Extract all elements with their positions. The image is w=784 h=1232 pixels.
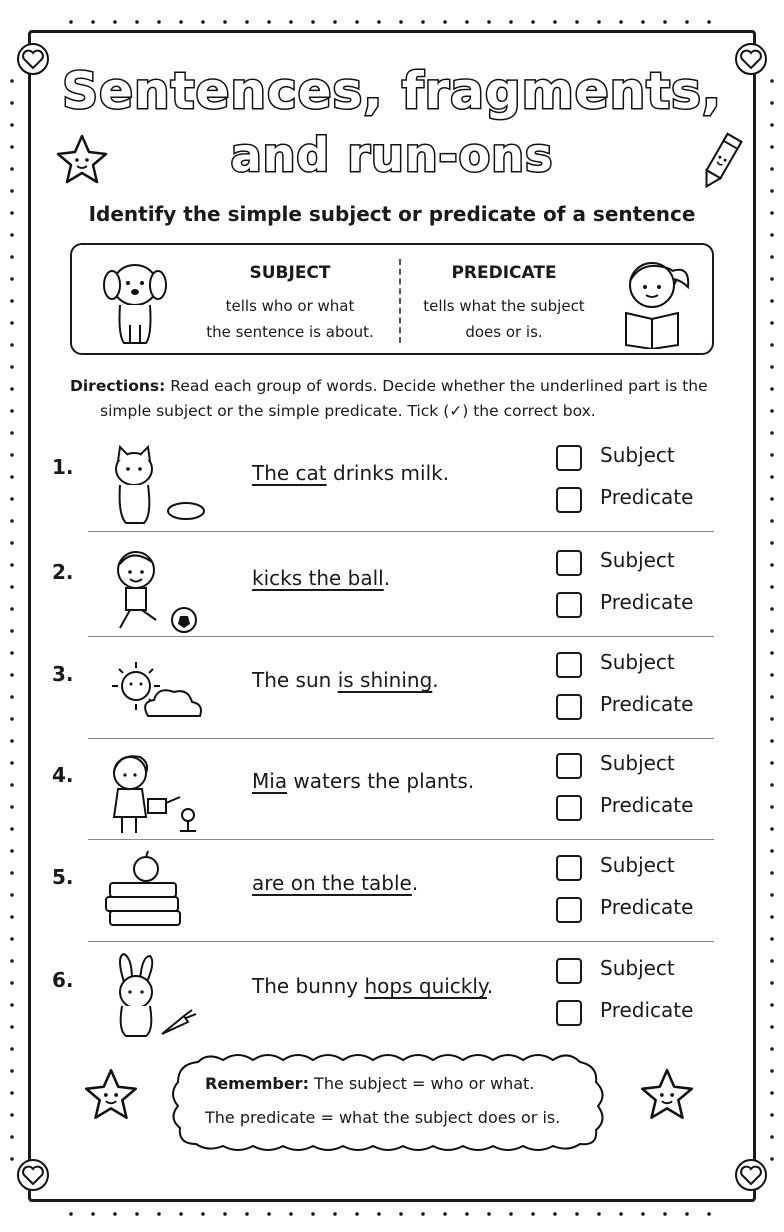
puppy-icon [90, 255, 180, 347]
page-title-line2: and run-ons [230, 128, 554, 182]
subject-option-label: Subject [600, 853, 675, 877]
remember-cloud [168, 1052, 608, 1152]
dotted-border-bottom [60, 1210, 724, 1218]
predicate-option-label: Predicate [600, 895, 694, 919]
subject-option-label: Subject [600, 548, 675, 572]
row-divider [88, 531, 714, 532]
predicate-definition [394, 293, 614, 345]
subject-checkbox[interactable] [556, 445, 582, 471]
cat-with-bowl-icon [96, 439, 206, 529]
dotted-border-top [60, 18, 724, 26]
exercise-number: 5. [52, 865, 74, 889]
predicate-option-label: Predicate [600, 485, 694, 509]
directions-label: Directions: [70, 377, 166, 395]
predicate-definition-line1: tells what the subject [423, 297, 585, 315]
directions-line1 [70, 374, 720, 399]
bunny-with-carrot-icon [96, 952, 206, 1042]
girl-reading-icon [612, 251, 702, 349]
page-subtitle: Identify the simple subject or predicate of a sentence [88, 202, 696, 226]
exercise-sentence [252, 871, 418, 895]
sentence-text: drinks milk. [326, 461, 450, 485]
exercise-row [40, 948, 720, 1052]
definition-box [70, 243, 714, 355]
sentence-text: . [432, 668, 439, 692]
row-divider [88, 636, 714, 637]
predicate-option-label: Predicate [600, 692, 694, 716]
exercise-sentence [252, 566, 390, 590]
exercise-number: 1. [52, 455, 74, 479]
subject-option-label: Subject [600, 751, 675, 775]
subject-checkbox[interactable] [556, 958, 582, 984]
predicate-option-label: Predicate [600, 998, 694, 1022]
subject-definition [180, 293, 400, 345]
exercise-row [40, 743, 720, 847]
predicate-option-label: Predicate [600, 793, 694, 817]
predicate-checkbox[interactable] [556, 897, 582, 923]
page-title-line1: Sentences, fragments, [62, 62, 722, 120]
sentence-text: The bunny [252, 974, 365, 998]
subject-checkbox[interactable] [556, 652, 582, 678]
subject-option-label: Subject [600, 650, 675, 674]
subject-option-label: Subject [600, 956, 675, 980]
boy-kicking-ball-icon [96, 544, 206, 634]
remember-text1: The subject = who or what. [308, 1074, 535, 1093]
subject-checkbox[interactable] [556, 550, 582, 576]
predicate-checkbox[interactable] [556, 592, 582, 618]
sentence-text: . [486, 974, 494, 998]
exercise-sentence [252, 769, 474, 793]
predicate-checkbox[interactable] [556, 694, 582, 720]
dotted-border-left [8, 70, 16, 1170]
predicate-checkbox[interactable] [556, 795, 582, 821]
underlined-part: are on the table [252, 871, 412, 895]
exercise-number: 2. [52, 560, 74, 584]
row-divider [88, 738, 714, 739]
remember-line1 [205, 1074, 534, 1093]
predicate-checkbox[interactable] [556, 487, 582, 513]
pencil-icon [690, 128, 750, 198]
sun-and-cloud-icon [96, 646, 206, 736]
smiling-star-icon [78, 1062, 144, 1128]
smiling-star-icon [50, 128, 114, 192]
apple-on-books-icon [96, 849, 206, 939]
subject-option-label: Subject [600, 443, 675, 467]
exercise-sentence [252, 461, 449, 485]
exercise-sentence [252, 974, 493, 998]
underlined-part: Mia [252, 769, 288, 793]
subject-checkbox[interactable] [556, 855, 582, 881]
directions [70, 374, 720, 424]
underlined-part: hops quickly [364, 974, 487, 998]
directions-text1: Read each group of words. Decide whether the underlined part is the [165, 377, 708, 395]
sentence-text: . [383, 566, 391, 590]
remember-label: Remember: [205, 1074, 309, 1093]
row-divider [88, 839, 714, 840]
underlined-part: kicks the ball [252, 566, 384, 590]
row-divider [88, 941, 714, 942]
heart-corner-icon [734, 1158, 768, 1192]
exercise-row [40, 540, 720, 644]
remember-line2: The predicate = what the subject does or is. [205, 1108, 561, 1127]
exercise-number: 4. [52, 763, 74, 787]
underlined-part: The cat [252, 461, 327, 485]
exercise-sentence [252, 668, 439, 692]
predicate-heading: PREDICATE [451, 263, 557, 283]
heart-corner-icon [16, 1158, 50, 1192]
predicate-option-label: Predicate [600, 590, 694, 614]
exercise-row [40, 435, 720, 539]
smiling-star-icon [634, 1062, 700, 1128]
subject-checkbox[interactable] [556, 753, 582, 779]
subject-definition-line1: tells who or what [225, 297, 355, 315]
underlined-part: is shining [337, 668, 433, 692]
directions-line2: simple subject or the simple predicate. Tick (✓) the correct box. [100, 402, 596, 420]
subject-definition-line2: the sentence is about. [206, 323, 374, 341]
predicate-checkbox[interactable] [556, 1000, 582, 1026]
exercise-number: 6. [52, 968, 74, 992]
sentence-text: The sun [252, 668, 338, 692]
exercise-row [40, 642, 720, 746]
sentence-text: waters the plants. [287, 769, 475, 793]
predicate-definition-line2: does or is. [465, 323, 543, 341]
sentence-text: . [411, 871, 419, 895]
dotted-border-right [768, 70, 776, 1170]
subject-heading: SUBJECT [249, 263, 331, 283]
exercise-number: 3. [52, 662, 74, 686]
exercise-row [40, 845, 720, 949]
girl-watering-plant-icon [96, 747, 206, 837]
